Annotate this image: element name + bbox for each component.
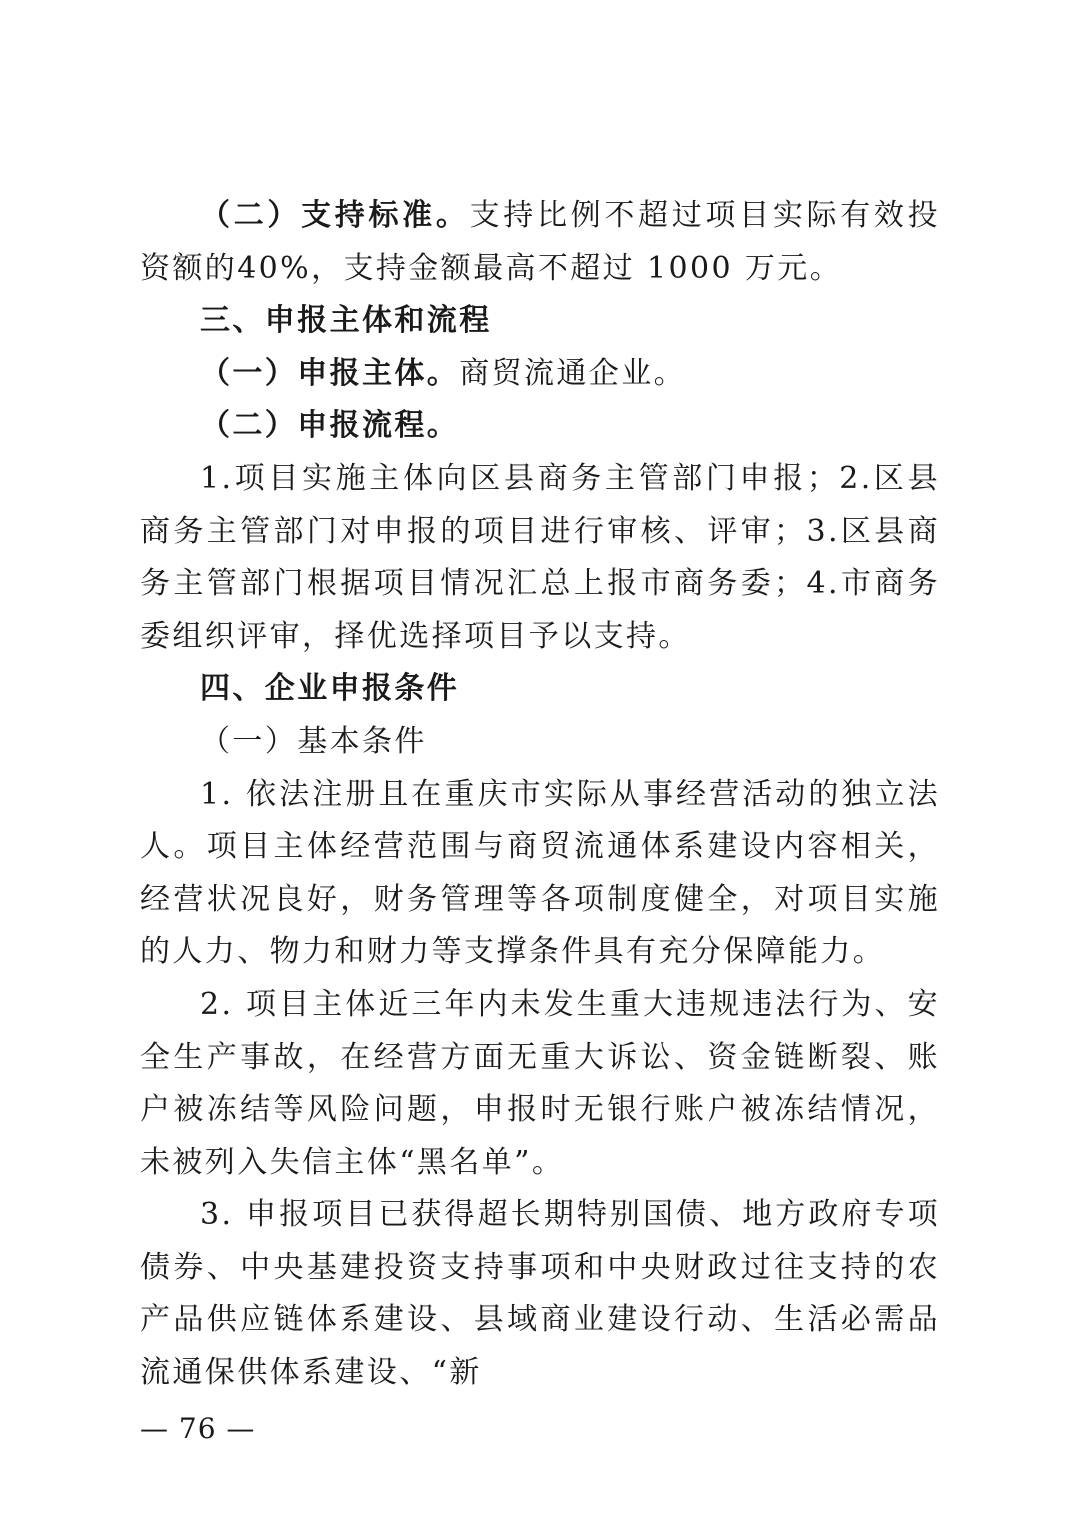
paragraph-condition-2: 2. 项目主体近三年内未发生重大违规违法行为、安全生产事故，在经营方面无重大诉讼、资金链断裂、账户被冻结等风险问题，申报时无银行账户被冻结情况，未被列入失信主体“黑名单”。 (140, 986, 940, 1180)
subheading-process: （二）申报流程。 (200, 408, 460, 444)
subheading-basic-conditions: （一）基本条件 (200, 723, 427, 759)
section-heading-applicant-process: 三、申报主体和流程 (200, 303, 492, 339)
paragraph-text: 支持比例不超过项目实际有效投资额的40%，支持金额最高不超过 1000 万元。 (140, 198, 940, 286)
section-heading-conditions: 四、企业申报条件 (200, 671, 460, 707)
paragraph-text: 商贸流通企业。 (459, 355, 687, 391)
subheading-applicant: （一）申报主体。 (200, 355, 460, 391)
paragraph-basic-conditions (140, 716, 940, 769)
page-number: — 76 — (140, 1412, 256, 1445)
subheading-support-standard: （二）支持标准。 (200, 198, 470, 233)
document-body (140, 190, 940, 1400)
paragraph-condition-3: 3. 申报项目已获得超长期特别国债、地方政府专项债券、中央基建投资支持事项和中央财政过往支持的农产品供应链体系建设、县域商业建设行动、生活必需品流通保供体系建设、“新 (140, 1197, 940, 1391)
paragraph-process-steps: 1.项目实施主体向区县商务主管部门申报；2.区县商务主管部门对申报的项目进行审核、评审；3.区县商务主管部门根据项目情况汇总上报市商务委；4.市商务委组织评审，择优选择项目予以支持。 (140, 460, 940, 654)
paragraph-condition-1: 1. 依法注册且在重庆市实际从事经营活动的独立法人。项目主体经营范围与商贸流通体系建设内容相关，经营状况良好，财务管理等各项制度健全，对项目实施的人力、物力和财力等支撑条件具有充分保障能力。 (140, 776, 940, 970)
paragraph-process-title (140, 400, 940, 453)
paragraph-support-standard (140, 190, 940, 295)
paragraph-applicant (140, 348, 940, 401)
